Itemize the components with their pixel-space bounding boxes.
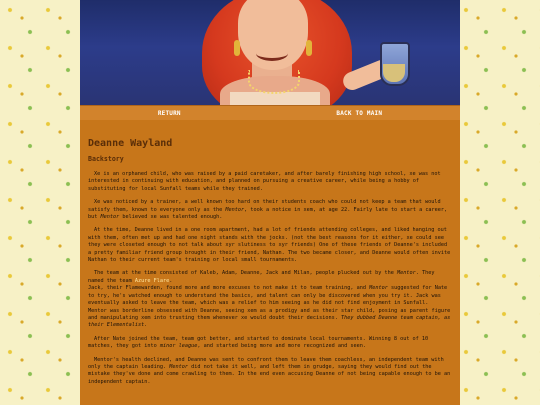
paragraph-4-text-c: . — [169, 277, 173, 284]
necklace-shape — [248, 70, 300, 94]
page-title: Deanne Wayland — [88, 138, 173, 149]
team-name-link[interactable]: Azure Flare — [134, 277, 170, 284]
paragraph-7-text-a: After Nate joined the team, team got better, and started to dominate local tournaments. Winning 8 out of 10 matches, they got into — [88, 335, 429, 350]
paragraph-2-text-a: Xe was noticed by a trainer, a well known too hard on their students coach who could not keep a team that would satisfy them, known to everyone only as the — [88, 199, 441, 213]
paragraph-7-text-b: , and started being more and more recognized and seen. — [197, 343, 366, 350]
mentor-emphasis: Mentor — [100, 214, 120, 221]
paragraph-5-text-a: Jack, their Flamewarden, found more and more excuses to not make it to team training, and — [88, 285, 370, 292]
paragraph-4 — [88, 270, 452, 285]
top-navigation — [80, 105, 460, 120]
mentor-emphasis: Mentor — [169, 363, 188, 370]
paragraph-6-emphasis: They dubbed Deanne team captain, as their Elementalist. — [88, 314, 451, 329]
paragraph-6 — [88, 308, 452, 330]
return-link[interactable]: RETURN — [157, 109, 181, 117]
header-banner-illustration — [80, 0, 460, 105]
paragraph-4-text-a: The team at the time consisted of Kaleb, Adam, Deanne, Jack and Milan, people plucked out by the — [94, 270, 397, 277]
paragraph-2-text-c: believed xe was talented enough. — [119, 214, 223, 221]
paragraph-7 — [88, 336, 452, 351]
paragraph-2-text-b: , took a notice in xem, at age 22. Fairly late to start a career, but — [88, 206, 448, 221]
paragraph-5-text-b: suggested for Nate to try, he's watched enough to understand the basics, and talent can only be discovered when you try it. Jack was eventually asked to leave the team, which was a relief to him seeing as he did not find enjoyment in Sunfall. — [88, 285, 448, 307]
mentor-emphasis: Mentor — [225, 206, 245, 213]
section-title-backstory: Backstory — [88, 155, 124, 163]
mentor-emphasis: Mentor — [369, 285, 388, 292]
smile-shape — [256, 46, 288, 61]
minor-league-emphasis: minor league — [159, 343, 198, 350]
paragraph-3: At the time, Deanne lived in a one room apartment, had a lot of friends attending colleges, and liked hanging out with them, often met up and had one night stands with the jocks. (not the best reasons for it either, xe could see they were closeted enough to not talk about xyr slutiness to xyr friends) One of these friends of Deanne's included a pretty familiar friend group brought in their friend, Nathan. The two became closer, and Deanne would often invite Nathan to their current team's training or local small tournaments. — [88, 227, 451, 264]
page-container — [80, 0, 460, 405]
paragraph-6-text-a: Mentor was borderline obsessed with Deanne, seeing xem as a prodigy and as their star child, posing as parent figure and manipulating xem into trusting them whenever xe would doubt their decisions. — [88, 307, 451, 321]
paragraph-2 — [88, 199, 452, 221]
glass-fill-shape — [383, 64, 405, 82]
paragraph-8-text-a: Mentor's health declined, and Deanne was sent to confront them to leave them coachless, an independent team with only the captain leading. — [88, 356, 444, 370]
mentor-emphasis: Mentor — [396, 270, 416, 277]
paragraph-1: Xe is an orphaned child, who was raised by a paid caretaker, and after barely finishing high school, xe was not interested in continuing with education, and planned on pursuing a creative career, while being a hobby of substituting for local Sunfall teams while they trained. — [88, 171, 441, 192]
paragraph-8 — [88, 357, 452, 387]
paragraph-4-text-b: . They named the team — [88, 270, 435, 284]
earring-left — [234, 40, 240, 56]
back-to-main-link[interactable]: BACK TO MAIN — [336, 109, 383, 117]
paragraph-5 — [88, 285, 452, 307]
main-content — [80, 120, 460, 386]
paragraph-8-text-b: did not take it well, and left them in grudge, saying they would find out the mistake they've done and come crawling to them. In the end even accusing Deanne of not being capable enough to be an independent captain. — [88, 363, 451, 385]
earring-right — [306, 40, 312, 56]
